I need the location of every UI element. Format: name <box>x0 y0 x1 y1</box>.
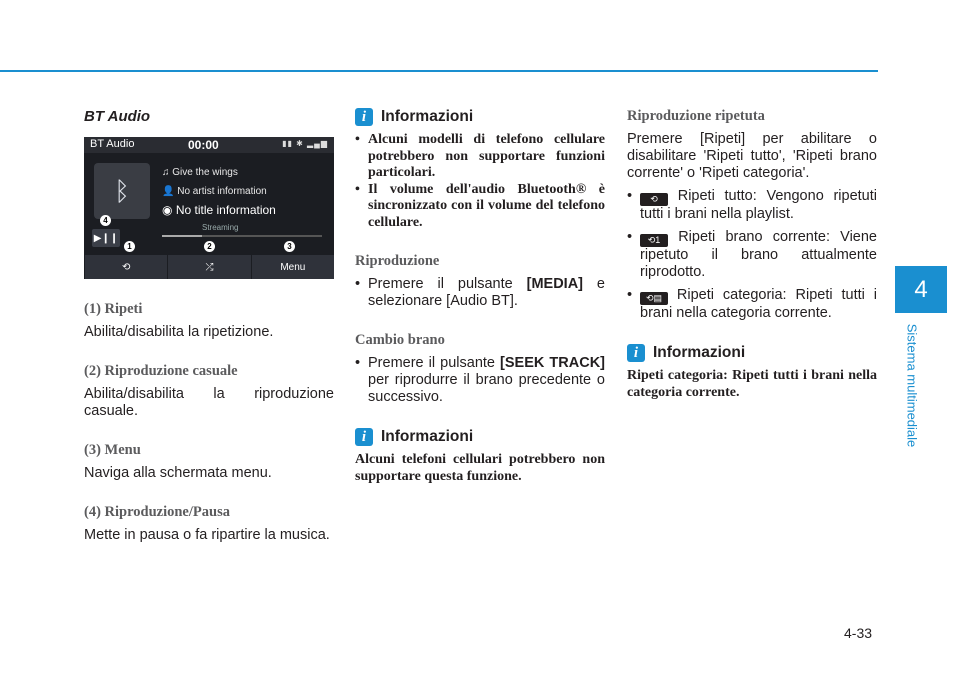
shuffle-button[interactable]: ⤮ <box>167 255 250 279</box>
repeat-list <box>627 188 877 322</box>
play-pause-button[interactable]: ▶❙❙ <box>92 229 120 247</box>
chapter-title-vertical: Sistema multimediale <box>904 323 920 448</box>
heading-track-change: Cambio brano <box>355 332 445 348</box>
list-item: • ⟲1 Ripeti brano corrente: Viene ripetuto il brano attualmente riprodotto. <box>627 229 877 281</box>
menu-button[interactable]: Menu <box>251 255 334 279</box>
text-play-pause: Mette in pausa o fa ripartire la musica. <box>84 527 330 543</box>
list-item: • Premere il pulsante [SEEK TRACK] per riprodurre il brano precedente o successivo. <box>355 355 605 406</box>
list-item: • Il volume dell'audio Bluetooth® è sincronizzato con il volume del telefono cellulare. <box>355 182 605 232</box>
info-box-2 <box>355 428 605 446</box>
heading-play-pause: (4) Riproduzione/Pausa <box>84 504 230 520</box>
marker-1: 1 <box>124 241 135 252</box>
marker-4: 4 <box>100 215 111 226</box>
text-menu: Naviga alla schermata menu. <box>84 465 272 481</box>
media-key: [MEDIA] <box>526 276 584 292</box>
status-icons: ▮▮ ✱ ▂▄▆ <box>282 139 328 148</box>
screen-clock: 00:00 <box>188 138 219 152</box>
header-rule <box>0 70 878 72</box>
heading-repeat: (1) Ripeti <box>84 301 143 317</box>
repeat-button[interactable]: ⟲ <box>84 255 167 279</box>
song-title: Give the wings <box>172 167 238 178</box>
seek-track-key: [SEEK TRACK] <box>500 355 605 371</box>
column-bt-audio <box>84 108 334 544</box>
info-icon: i <box>355 108 373 126</box>
album-name: No title information <box>175 203 276 217</box>
column-info <box>355 108 605 485</box>
chapter-tab: 4 <box>895 266 947 313</box>
info-label: Informazioni <box>653 344 746 361</box>
heading-repeat-playback: Riproduzione ripetuta <box>627 108 765 124</box>
artist-line: 👤 No artist information <box>162 186 267 197</box>
screen-buttons <box>84 255 334 279</box>
heading-shuffle: (2) Riproduzione casuale <box>84 363 238 379</box>
info-label: Informazioni <box>381 108 474 125</box>
playback-list <box>355 276 605 310</box>
bt-audio-screenshot <box>84 137 334 279</box>
list-item: • ⟲ Ripeti tutto: Vengono ripetuti tutti i brani nella playlist. <box>627 188 877 223</box>
screen-title: BT Audio <box>90 138 135 150</box>
heading-menu: (3) Menu <box>84 442 141 458</box>
info-box-3 <box>627 344 877 362</box>
heading-playback: Riproduzione <box>355 253 440 269</box>
repeat-one-icon: ⟲1 <box>640 234 668 247</box>
track-change-list <box>355 355 605 406</box>
info-box-1 <box>355 108 605 126</box>
page-number: 4-33 <box>844 625 873 641</box>
streaming-label: Streaming <box>202 223 239 232</box>
info-icon: i <box>355 428 373 446</box>
list-item: • Premere il pulsante [MEDIA] e selezionare [Audio BT]. <box>355 276 605 310</box>
text-shuffle: Abilita/disabilita la riproduzione casuale. <box>84 386 334 419</box>
album-line: ◉ No title information <box>162 203 276 217</box>
marker-3: 3 <box>284 241 295 252</box>
info-text: Ripeti categoria: Ripeti tutti i brani nella categoria corrente. <box>627 368 877 400</box>
info-icon: i <box>627 344 645 362</box>
artist-name: No artist information <box>177 186 267 197</box>
repeat-intro: Premere [Ripeti] per abilitare o disabilitare 'Ripeti tutto', 'Ripeti brano corrente' o 'Ripeti categoria'. <box>627 131 877 181</box>
info-list <box>355 132 605 231</box>
section-title: BT Audio <box>84 108 151 125</box>
repeat-category-icon: ⟲▤ <box>640 292 668 305</box>
progress-bar <box>162 235 322 237</box>
song-line: ♫ Give the wings <box>162 167 238 178</box>
info-text: Alcuni telefoni cellulari potrebbero non supportare questa funzione. <box>355 452 605 484</box>
info-label: Informazioni <box>381 428 474 445</box>
column-repeat <box>627 108 877 401</box>
bluetooth-icon: ᛒ <box>94 163 150 219</box>
text-repeat: Abilita/disabilita la ripetizione. <box>84 324 274 340</box>
repeat-all-icon: ⟲ <box>640 193 668 206</box>
list-item: • ⟲▤ Ripeti categoria: Ripeti tutti i brani nella categoria corrente. <box>627 287 877 322</box>
marker-2: 2 <box>204 241 215 252</box>
list-item: • Alcuni modelli di telefono cellulare potrebbero non supportare funzioni particolari. <box>355 132 605 182</box>
